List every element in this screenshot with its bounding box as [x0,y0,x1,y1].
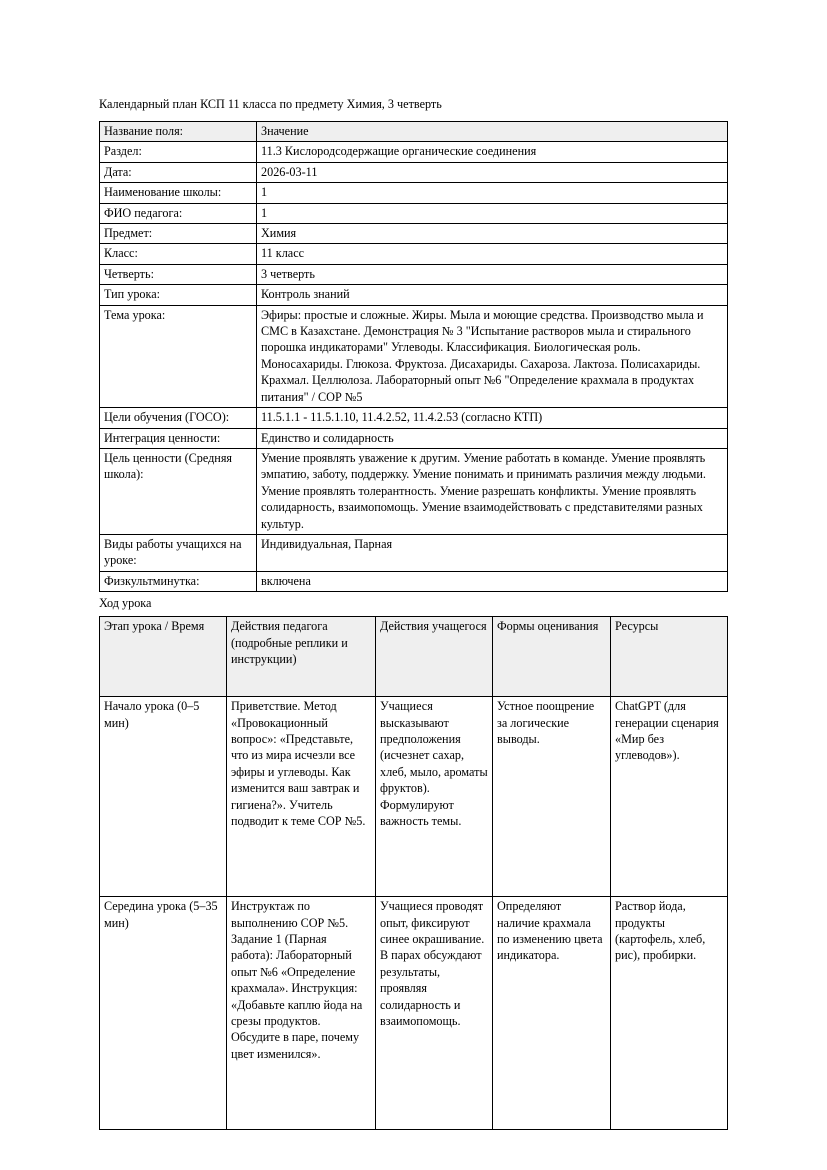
table-row [100,448,728,534]
cell-resources: Раствор йода, продукты (картофель, хлеб, рис), пробирки. [611,897,728,1130]
header-cell-resources: Ресурсы [611,617,728,697]
field-key: ФИО педагога: [100,203,257,223]
field-key: Тип урока: [100,285,257,305]
header-cell-value: Значение [257,122,728,142]
cell-teacher-actions: Приветствие. Метод «Провокационный вопрос»: «Представьте, что из мира исчезли все эфиры и углеводы. Как изменится ваш завтрак и гигиена?». Учитель подводит к теме СОР №5. [227,697,376,897]
field-key: Раздел: [100,142,257,162]
table-header-row [100,617,728,697]
field-key: Наименование школы: [100,183,257,203]
field-key: Цель ценности (Средняя школа): [100,448,257,534]
field-key: Класс: [100,244,257,264]
field-key: Четверть: [100,264,257,284]
header-cell-assessment: Формы оценивания [493,617,611,697]
header-cell-student-actions: Действия учащегося [376,617,493,697]
cell-stage: Начало урока (0–5 мин) [100,697,227,897]
field-value: Единство и солидарность [257,428,728,448]
table-row [100,571,728,591]
field-value: Химия [257,224,728,244]
field-value: Контроль знаний [257,285,728,305]
cell-assessment: Устное поощрение за логические выводы. [493,697,611,897]
lesson-fields-table [99,121,728,592]
field-value: 3 четверть [257,264,728,284]
field-value: 11.5.1.1 - 11.5.1.10, 11.4.2.52, 11.4.2.53 (согласно КТП) [257,408,728,428]
table-row [100,244,728,264]
table-row [100,285,728,305]
lesson-fields-body [100,122,728,592]
field-key: Дата: [100,162,257,182]
field-value: 11.3 Кислородсодержащие органические соединения [257,142,728,162]
field-key: Интеграция ценности: [100,428,257,448]
table-row [100,534,728,571]
field-value: Индивидуальная, Парная [257,534,728,571]
table-row [100,305,728,407]
field-key: Цели обучения (ГОСО): [100,408,257,428]
cell-student-actions: Учащиеся проводят опыт, фиксируют синее окрашивание. В парах обсуждают результаты, проявляя солидарность и взаимопомощь. [376,897,493,1130]
table-header-row [100,122,728,142]
field-value: Умение проявлять уважение к другим. Умение работать в команде. Умение проявлять эмпатию, заботу, поддержку. Умение понимать и принимать различия между людьми. Умение проявлять толерантность. Умение разрешать конфликты. Умение проявлять солидарность, взаимопомощь. Умение взаимодействовать с представителями разных культур. [257,448,728,534]
table-row [100,203,728,223]
field-value: включена [257,571,728,591]
lesson-flow-table [99,616,728,1130]
field-value: 1 [257,183,728,203]
field-key: Предмет: [100,224,257,244]
field-value: Эфиры: простые и сложные. Жиры. Мыла и моющие средства. Производство мыла и СМС в Казахстане. Демонстрация № 3 "Испытание растворов мыла и стирального порошка индикаторами" Углеводы. Классификация. Биологическая роль. Моносахариды. Глюкоза. Фруктоза. Дисахариды. Сахароза. Лактоза. Полисахариды. Крахмал. Целлюлоза. Лабораторный опыт №6 "Определение крахмала в продуктах питания" / СОР №5 [257,305,728,407]
table-row [100,224,728,244]
cell-teacher-actions: Инструктаж по выполнению СОР №5. Задание 1 (Парная работа): Лабораторный опыт №6 «Определение крахмала». Инструкция: «Добавьте каплю йода на срезы продуктов. Обсудите в паре, почему цвет изменился». [227,897,376,1130]
field-value: 2026-03-11 [257,162,728,182]
table-row [100,264,728,284]
cell-assessment: Определяют наличие крахмала по изменению цвета индикатора. [493,897,611,1130]
table-row [100,408,728,428]
header-cell-stage: Этап урока / Время [100,617,227,697]
cell-resources: ChatGPT (для генерации сценария «Мир без углеводов»). [611,697,728,897]
header-cell-field-name: Название поля: [100,122,257,142]
field-key: Тема урока: [100,305,257,407]
field-value: 1 [257,203,728,223]
cell-student-actions: Учащиеся высказывают предположения (исчезнет сахар, хлеб, мыло, ароматы фруктов). Формулируют важность темы. [376,697,493,897]
cell-stage: Середина урока (5–35 мин) [100,897,227,1130]
field-value: 11 класс [257,244,728,264]
field-key: Физкультминутка: [100,571,257,591]
table-row [100,897,728,1130]
page-title: Календарный план КСП 11 класса по предмету Химия, 3 четверть [99,97,442,111]
lesson-flow-body [100,617,728,1130]
field-key: Виды работы учащихся на уроке: [100,534,257,571]
table-row [100,162,728,182]
table-row [100,428,728,448]
table-row [100,142,728,162]
table-row [100,183,728,203]
table-row [100,697,728,897]
lesson-flow-heading: Ход урока [99,596,152,611]
header-cell-teacher-actions: Действия педагога (подробные реплики и инструкции) [227,617,376,697]
